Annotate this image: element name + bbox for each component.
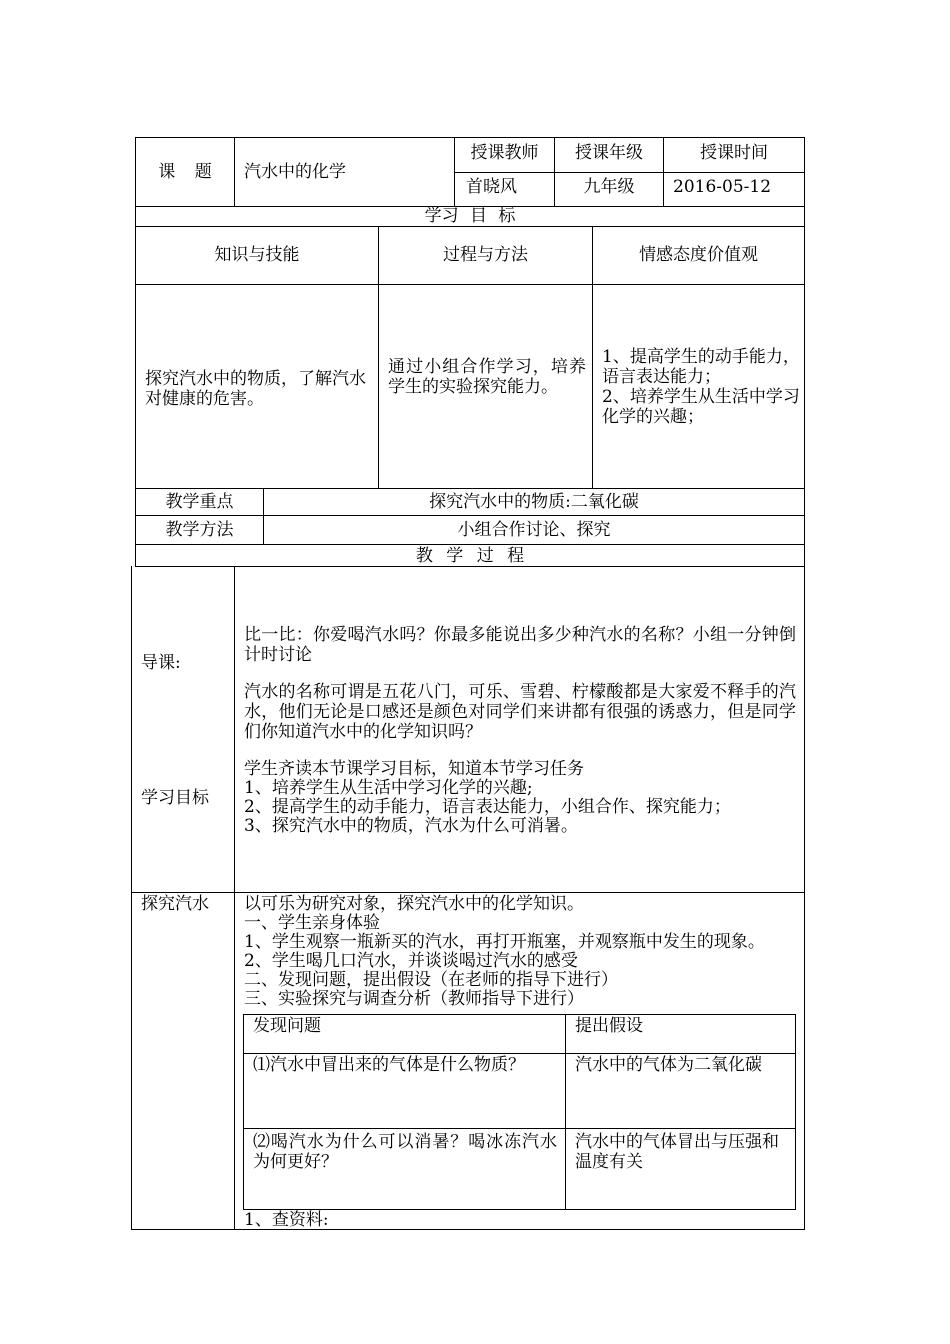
study-goals-line-1: 学生齐读本节课学习目标，知道本节学习任务 bbox=[244, 759, 584, 779]
process-bottom-border bbox=[131, 1229, 805, 1230]
goals-col2-text: 通过小组合作学习，培养学生的实验探究能力。 bbox=[388, 357, 586, 397]
process-section-divider bbox=[131, 892, 805, 893]
teacher-label: 授课教师 bbox=[470, 143, 539, 163]
process-left-border bbox=[131, 566, 132, 1230]
inner-row-2-question: ⑵喝汽水为什么可以消暑？喝冰冻汽水为何更好？ bbox=[253, 1132, 557, 1172]
process-divider bbox=[234, 566, 235, 1230]
subject-value: 汽水中的化学 bbox=[244, 162, 346, 182]
explore-label: 探究汽水 bbox=[141, 894, 209, 914]
goals-col2-header: 过程与方法 bbox=[443, 245, 528, 265]
goals-col3-line-2: 2、培养学生从生活中学习化学的兴趣； bbox=[602, 387, 800, 427]
process-right-border bbox=[804, 566, 805, 1230]
teacher-value: 首晓风 bbox=[466, 177, 517, 197]
subject-label: 课 题 bbox=[158, 162, 212, 182]
inner-row-1-hypothesis: 汽水中的气体为二氧化碳 bbox=[575, 1055, 762, 1075]
inner-header-hypothesis: 提出假设 bbox=[575, 1016, 643, 1036]
study-goals-line-2: 1、培养学生从生活中学习化学的兴趣; bbox=[244, 778, 533, 798]
intro-para-2: 汽水的名称可谓是五花八门，可乐、雪碧、柠檬酸都是大家爱不释手的汽水，他们无论是口感还是颜色对同学们来讲都有很强的诱惑力，但是同学们你知道汽水中的化学知识吗？ bbox=[244, 682, 796, 742]
process-title: 教 学 过 程 bbox=[415, 546, 525, 566]
method-value: 小组合作讨论、探究 bbox=[457, 520, 611, 540]
time-label: 授课时间 bbox=[700, 143, 768, 163]
goals-title: 学习 目 标 bbox=[424, 206, 516, 226]
inner-header-question: 发现问题 bbox=[253, 1016, 321, 1036]
explore-footer: 1、查资料: bbox=[244, 1210, 329, 1230]
study-goals-label: 学习目标 bbox=[141, 788, 209, 808]
goals-col3-header: 情感态度价值观 bbox=[639, 245, 758, 265]
study-goals-line-3: 2、提高学生的动手能力，语言表达能力，小组合作、探究能力； bbox=[244, 797, 731, 817]
intro-label: 导课: bbox=[141, 653, 181, 673]
explore-line-6: 三、实验探究与调查分析（教师指导下进行） bbox=[244, 989, 584, 1009]
explore-line-2: 一、学生亲身体验 bbox=[244, 913, 380, 933]
intro-para-1: 比一比：你爱喝汽水吗？你最多能说出多少种汽水的名称？小组一分钟倒计时讨论 bbox=[244, 625, 796, 665]
grade-label: 授课年级 bbox=[575, 143, 643, 163]
goals-col3-line-1: 1、提高学生的动手能力，语言表达能力； bbox=[602, 347, 800, 387]
grade-value: 九年级 bbox=[583, 177, 635, 197]
inner-row-1-question: ⑴汽水中冒出来的气体是什么物质？ bbox=[253, 1055, 525, 1075]
time-value: 2016-05-12 bbox=[673, 177, 772, 197]
study-goals-line-4: 3、探究汽水中的物质，汽水为什么可消暑。 bbox=[244, 816, 578, 836]
goals-col1-text: 探究汽水中的物质，了解汽水对健康的危害。 bbox=[145, 369, 366, 409]
goals-col1-header: 知识与技能 bbox=[214, 245, 300, 265]
explore-line-4: 2、学生喝几口汽水，并谈谈喝过汽水的感受 bbox=[244, 951, 578, 971]
method-label: 教学方法 bbox=[165, 520, 234, 540]
explore-line-3: 1、学生观察一瓶新买的汽水，再打开瓶塞，并观察瓶中发生的现象。 bbox=[244, 932, 765, 952]
inner-row-2-hypothesis: 汽水中的气体冒出与压强和温度有关 bbox=[575, 1132, 779, 1172]
explore-line-5: 二、发现问题，提出假设（在老师的指导下进行） bbox=[244, 970, 618, 990]
key-point-label: 教学重点 bbox=[165, 492, 234, 512]
key-point-value: 探究汽水中的物质:二氧化碳 bbox=[429, 492, 639, 512]
explore-line-1: 以可乐为研究对象，探究汽水中的化学知识。 bbox=[244, 894, 584, 914]
